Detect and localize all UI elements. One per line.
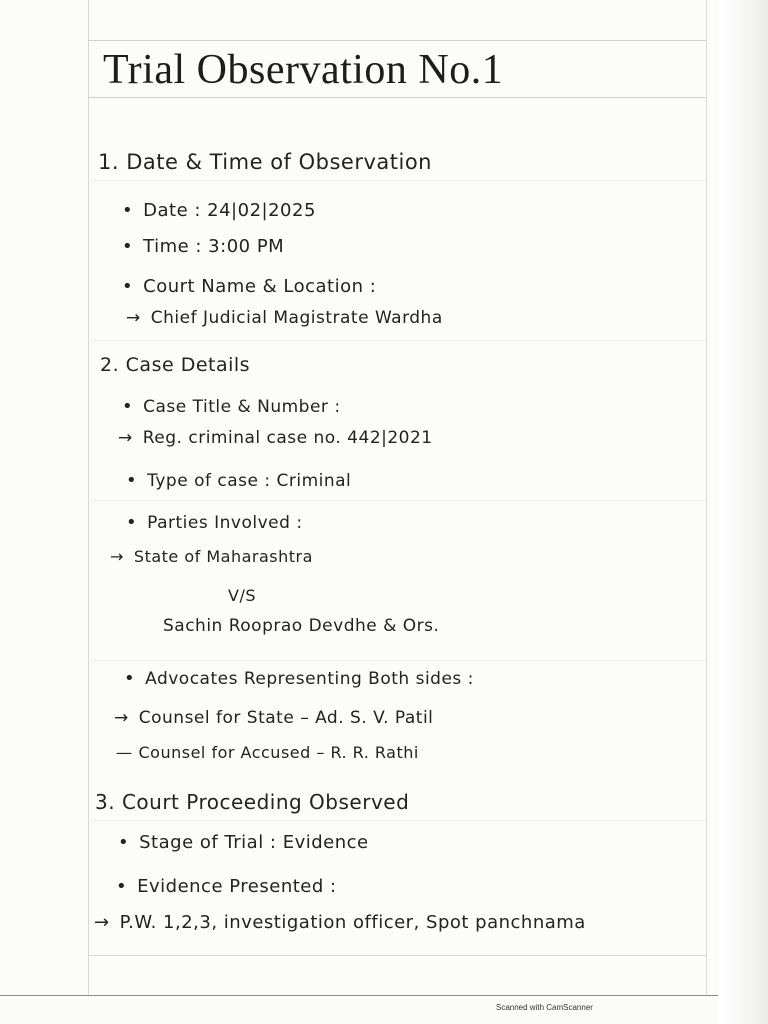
title-rule — [88, 97, 706, 98]
date-line — [122, 200, 316, 221]
parties-label-line — [126, 512, 303, 533]
advocates-label-line — [124, 668, 474, 689]
time-line — [122, 236, 284, 257]
type-of-case-text: Type of case : Criminal — [147, 471, 352, 491]
ruled-line — [88, 820, 706, 821]
ruled-line — [88, 340, 706, 341]
section-heading-court-proceeding: 3. Court Proceeding Observed — [95, 790, 410, 814]
evidence-label-text: Evidence Presented : — [137, 876, 337, 897]
counsel-accused-line — [116, 743, 419, 762]
counsel-accused-text: Counsel for Accused – R. R. Rathi — [138, 743, 419, 762]
top-rule — [88, 40, 706, 41]
court-value-text: Chief Judicial Magistrate Wardha — [150, 308, 443, 328]
case-title-label-text: Case Title & Number : — [143, 397, 341, 417]
section-heading-date-time: 1. Date & Time of Observation — [98, 150, 432, 174]
ruled-line — [88, 500, 706, 501]
versus-text: V/S — [228, 586, 256, 605]
party-two-text: Sachin Rooprao Devdhe & Ors. — [163, 616, 440, 636]
type-of-case-line — [126, 470, 351, 491]
court-label-line — [122, 276, 376, 297]
evidence-value-line — [94, 912, 586, 933]
left-margin-line — [88, 0, 89, 995]
court-value-line — [126, 308, 443, 328]
case-title-value-text: Reg. criminal case no. 442|2021 — [142, 428, 433, 448]
time-text: Time : 3:00 PM — [143, 236, 285, 257]
section-heading-case-details: 2. Case Details — [100, 354, 251, 376]
stage-of-trial-line — [118, 832, 369, 853]
counsel-state-line — [114, 708, 433, 728]
date-text: Date : 24|02|2025 — [143, 200, 316, 221]
party-one-text: State of Maharashtra — [133, 547, 313, 566]
court-label-text: Court Name & Location : — [143, 276, 377, 297]
evidence-label-line — [116, 876, 337, 897]
counsel-state-text: Counsel for State – Ad. S. V. Patil — [138, 708, 434, 728]
parties-label-text: Parties Involved : — [147, 513, 303, 533]
ruled-line — [88, 180, 706, 181]
page-title: Trial Observation No.1 — [103, 47, 504, 93]
right-margin-line — [706, 0, 707, 995]
bottom-rule — [88, 955, 706, 956]
scanner-watermark: Scanned with CamScanner — [496, 1003, 593, 1012]
evidence-value-text: P.W. 1,2,3, investigation officer, Spot panchnama — [119, 912, 586, 933]
case-title-value-line — [118, 428, 433, 448]
ruled-line — [88, 660, 706, 661]
advocates-label-text: Advocates Representing Both sides : — [145, 669, 474, 689]
case-title-label-line — [122, 396, 341, 417]
stage-of-trial-text: Stage of Trial : Evidence — [139, 832, 369, 853]
party-one-line — [110, 547, 313, 566]
